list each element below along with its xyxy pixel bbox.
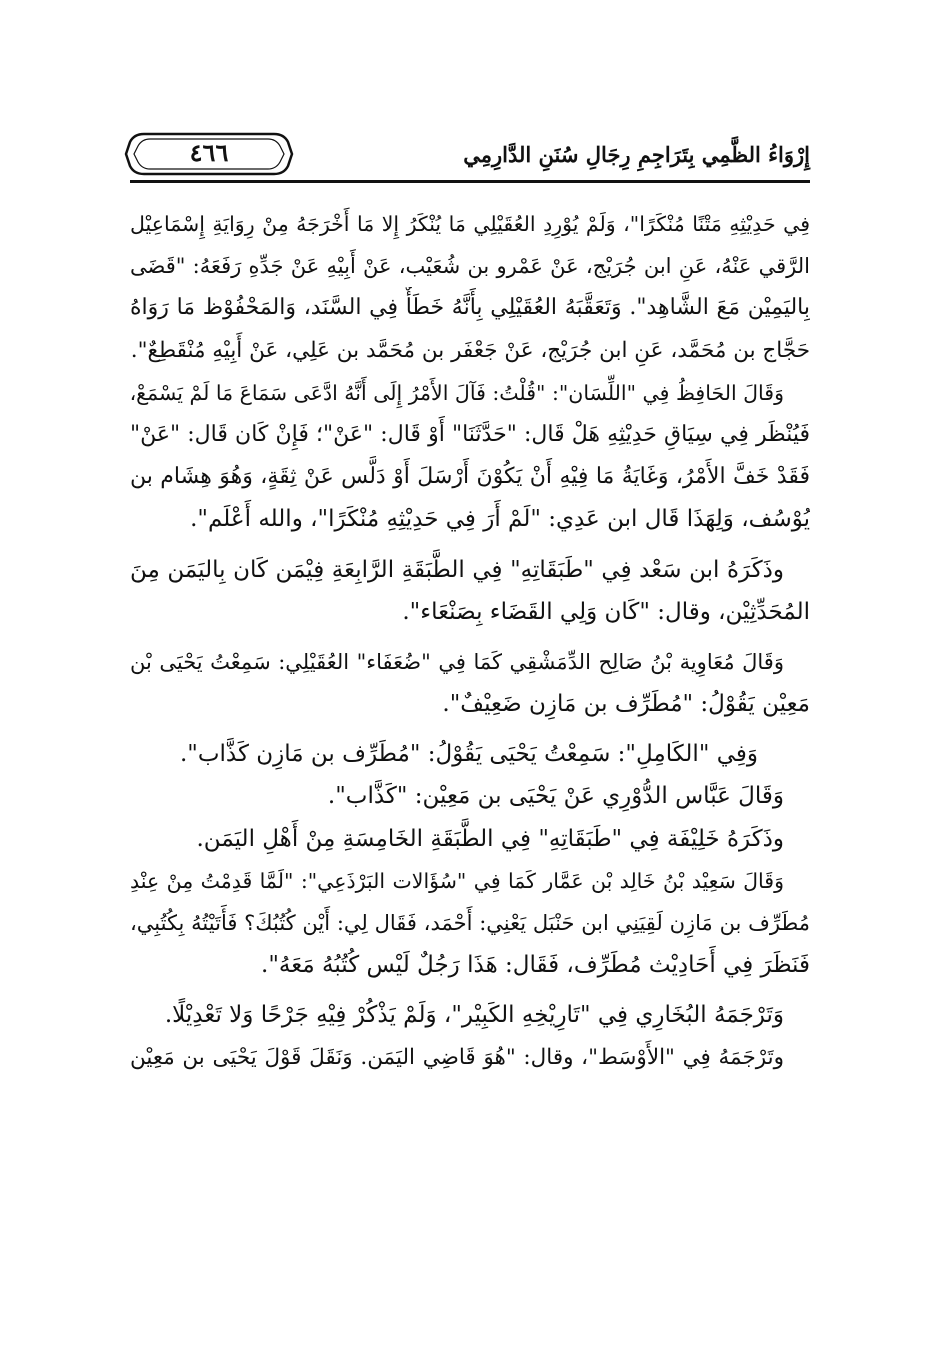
header-rule [130,180,810,183]
text-line: وتَرْجَمَهُ فِي "الأَوْسَط"، وقال: "هُوَ قَاضِي اليَمَن. وَنَقَلَ قَوْلَ يَحْيَى بن مَعِيْن [130,1044,784,1070]
text-line: وَقَالَ الحَافِظُ فِي "اللِّسَان": "قُلْتُ: فَآلَ الأَمْرُ إِلَى أَنَّهُ ادَّعَى سَمَاعَ مَا لَمْ يَسْمَعْ، [130,380,784,405]
page-header [130,128,810,186]
text-line: مَعِيْن يَقُوْلُ: "مُطَرِّف بن مَازِن ضَعِيْفٌ". [442,691,810,718]
text-line: مُطَرِّف بن مَازِن لَقِيَنِي ابن حَنْبَل يَعْنِي: أَحْمَد، فَقَال لِي: أَيْن كُتُبُكَ؟ فَأَتَيْتُهُ بِكُتُبِي، [130,911,810,935]
text-line: يُوْسُف، وَلِهَذَا قَال ابن عَدِي: "لَمْ أَرَ فِي حَدِيْثِهِ مُنْكَرًا"، والله أَعْلَم". [190,506,810,533]
text-line: بِاليَمِيْن مَعَ الشَّاهِد". وَتَعَقَّبَهُ العُقَيْلِي بِأَنَّهُ خَطَأٌ فِي السَّنَد، وَالمَحْفُوْظ مَا رَوَاهُ [130,295,810,321]
page-number-frame [124,128,294,180]
text-line: الرَّقي عَنْهُ، عَنِ ابن جُرَيْج، عَنْ عَمْرو بن شُعَيْب، عَنْ أَبِيْهِ عَنْ جَدِّهِ رَفَعَهُ: "قَضَى [130,254,810,279]
text-line: وذَكَرَهُ خَلِيْفَة فِي "طَبَقَاتِهِ" فِي الطَّبَقَةِ الخَامِسَةِ مِنْ أَهْلِ اليَمَن. [196,825,784,852]
text-line: وَتَرْجَمَهُ البُخَارِي فِي "تَارِيْخِهِ الكَبِيْر"، وَلَمْ يَذْكُرْ فِيْهِ جَرْحًا وَلا تَعْدِيْلًا. [164,1002,784,1029]
text-line: وَفِي "الكَامِلِ": سَمِعْتُ يَحْيَى يَقُوْلُ: "مُطَرِّف بن مَازِن كَذَّاب". [180,741,758,768]
text-line: فَقَدْ خَفَّ الأَمْرُ، وَغَايَةُ مَا فِيْهِ أَنْ يَكُوْنَ أَرْسَلَ أَوْ دَلَّس عَنْ ثِقَةٍ، وَهُوَ هِشَام بن [130,464,810,490]
text-line: وذَكَرَهُ ابن سَعْد فِي "طَبَقَاتِهِ" فِي الطَّبَقَةِ الرَّابِعَةِ فِيْمَن كَان بِاليَمَن مِنَ [130,556,784,583]
page-number: ٤٦٦ [189,138,229,167]
text-line: وَقَالَ مُعَاوِية بْنُ صَالِح الدِّمَشْقِي كَمَا فِي "ضُعَفَاء" العُقَيْلِي: سَمِعْتُ يَحْيَى بْن [130,649,784,674]
paragraph-gap [130,541,810,549]
page-body [130,203,810,1079]
text-line: فَيُنْظَر فِي سِيَاقِ حَدِيْثِهِ هَلْ قَال: "حَدَّثَنَا" أَوْ قَال: "عَنْ"؛ فَإِنْ كَان قَال: "عَنْ" [130,421,810,447]
paragraph-gap [130,725,810,733]
text-line: فَنَظَرَ فِي أَحَادِيْث مُطَرِّف، فَقَال: هَذَا رَجُلٌ لَيْس كُتُبُهُ مَعَهُ". [261,952,810,979]
text-line: فِي حَدِيْثِهِ مَتْنًا مُنْكَرًا"، وَلَمْ يُوْرِدِ العُقَيْلِي مَا يُنْكَرُ إِلا مَا أَخْرَجَهُ مِنْ رِوَايَةِ إِسْمَاعِيْل [130,212,810,236]
book-title: إِرْوَاءُ الظَّمِي بِتَرَاجِمِ رِجَالِ سُنَنِ الدَّارِمِي [463,142,810,167]
paragraph-gap [130,986,810,994]
text-line: وَقَالَ عَبَّاس الدُّوْرِي عَنْ يَحْيَى بن مَعِيْن: "كَذَّاب". [327,783,784,810]
text-line: وَقَالَ سَعِيْد بْنُ خَالِد بْن عَمَّار كَمَا فِي "سُؤَالات البَرْذَعِي": "لَمَّا قَدِمْتُ مِنْ عِنْدِ [130,868,784,893]
paragraph-gap [130,633,810,641]
text-line: المُحَدِّثِيْن، وقال: "كَان وَلِي القَضَاء بِصَنْعَاء". [402,598,810,625]
text-line: حَجَّاج بن مُحَمَّد، عَنِ ابن جُرَيْج، عَنْ جَعْفَر بن مُحَمَّد بن عَلِي، عَنْ أَبِيْهِ مُنْقَطِعٌ". [130,337,810,363]
